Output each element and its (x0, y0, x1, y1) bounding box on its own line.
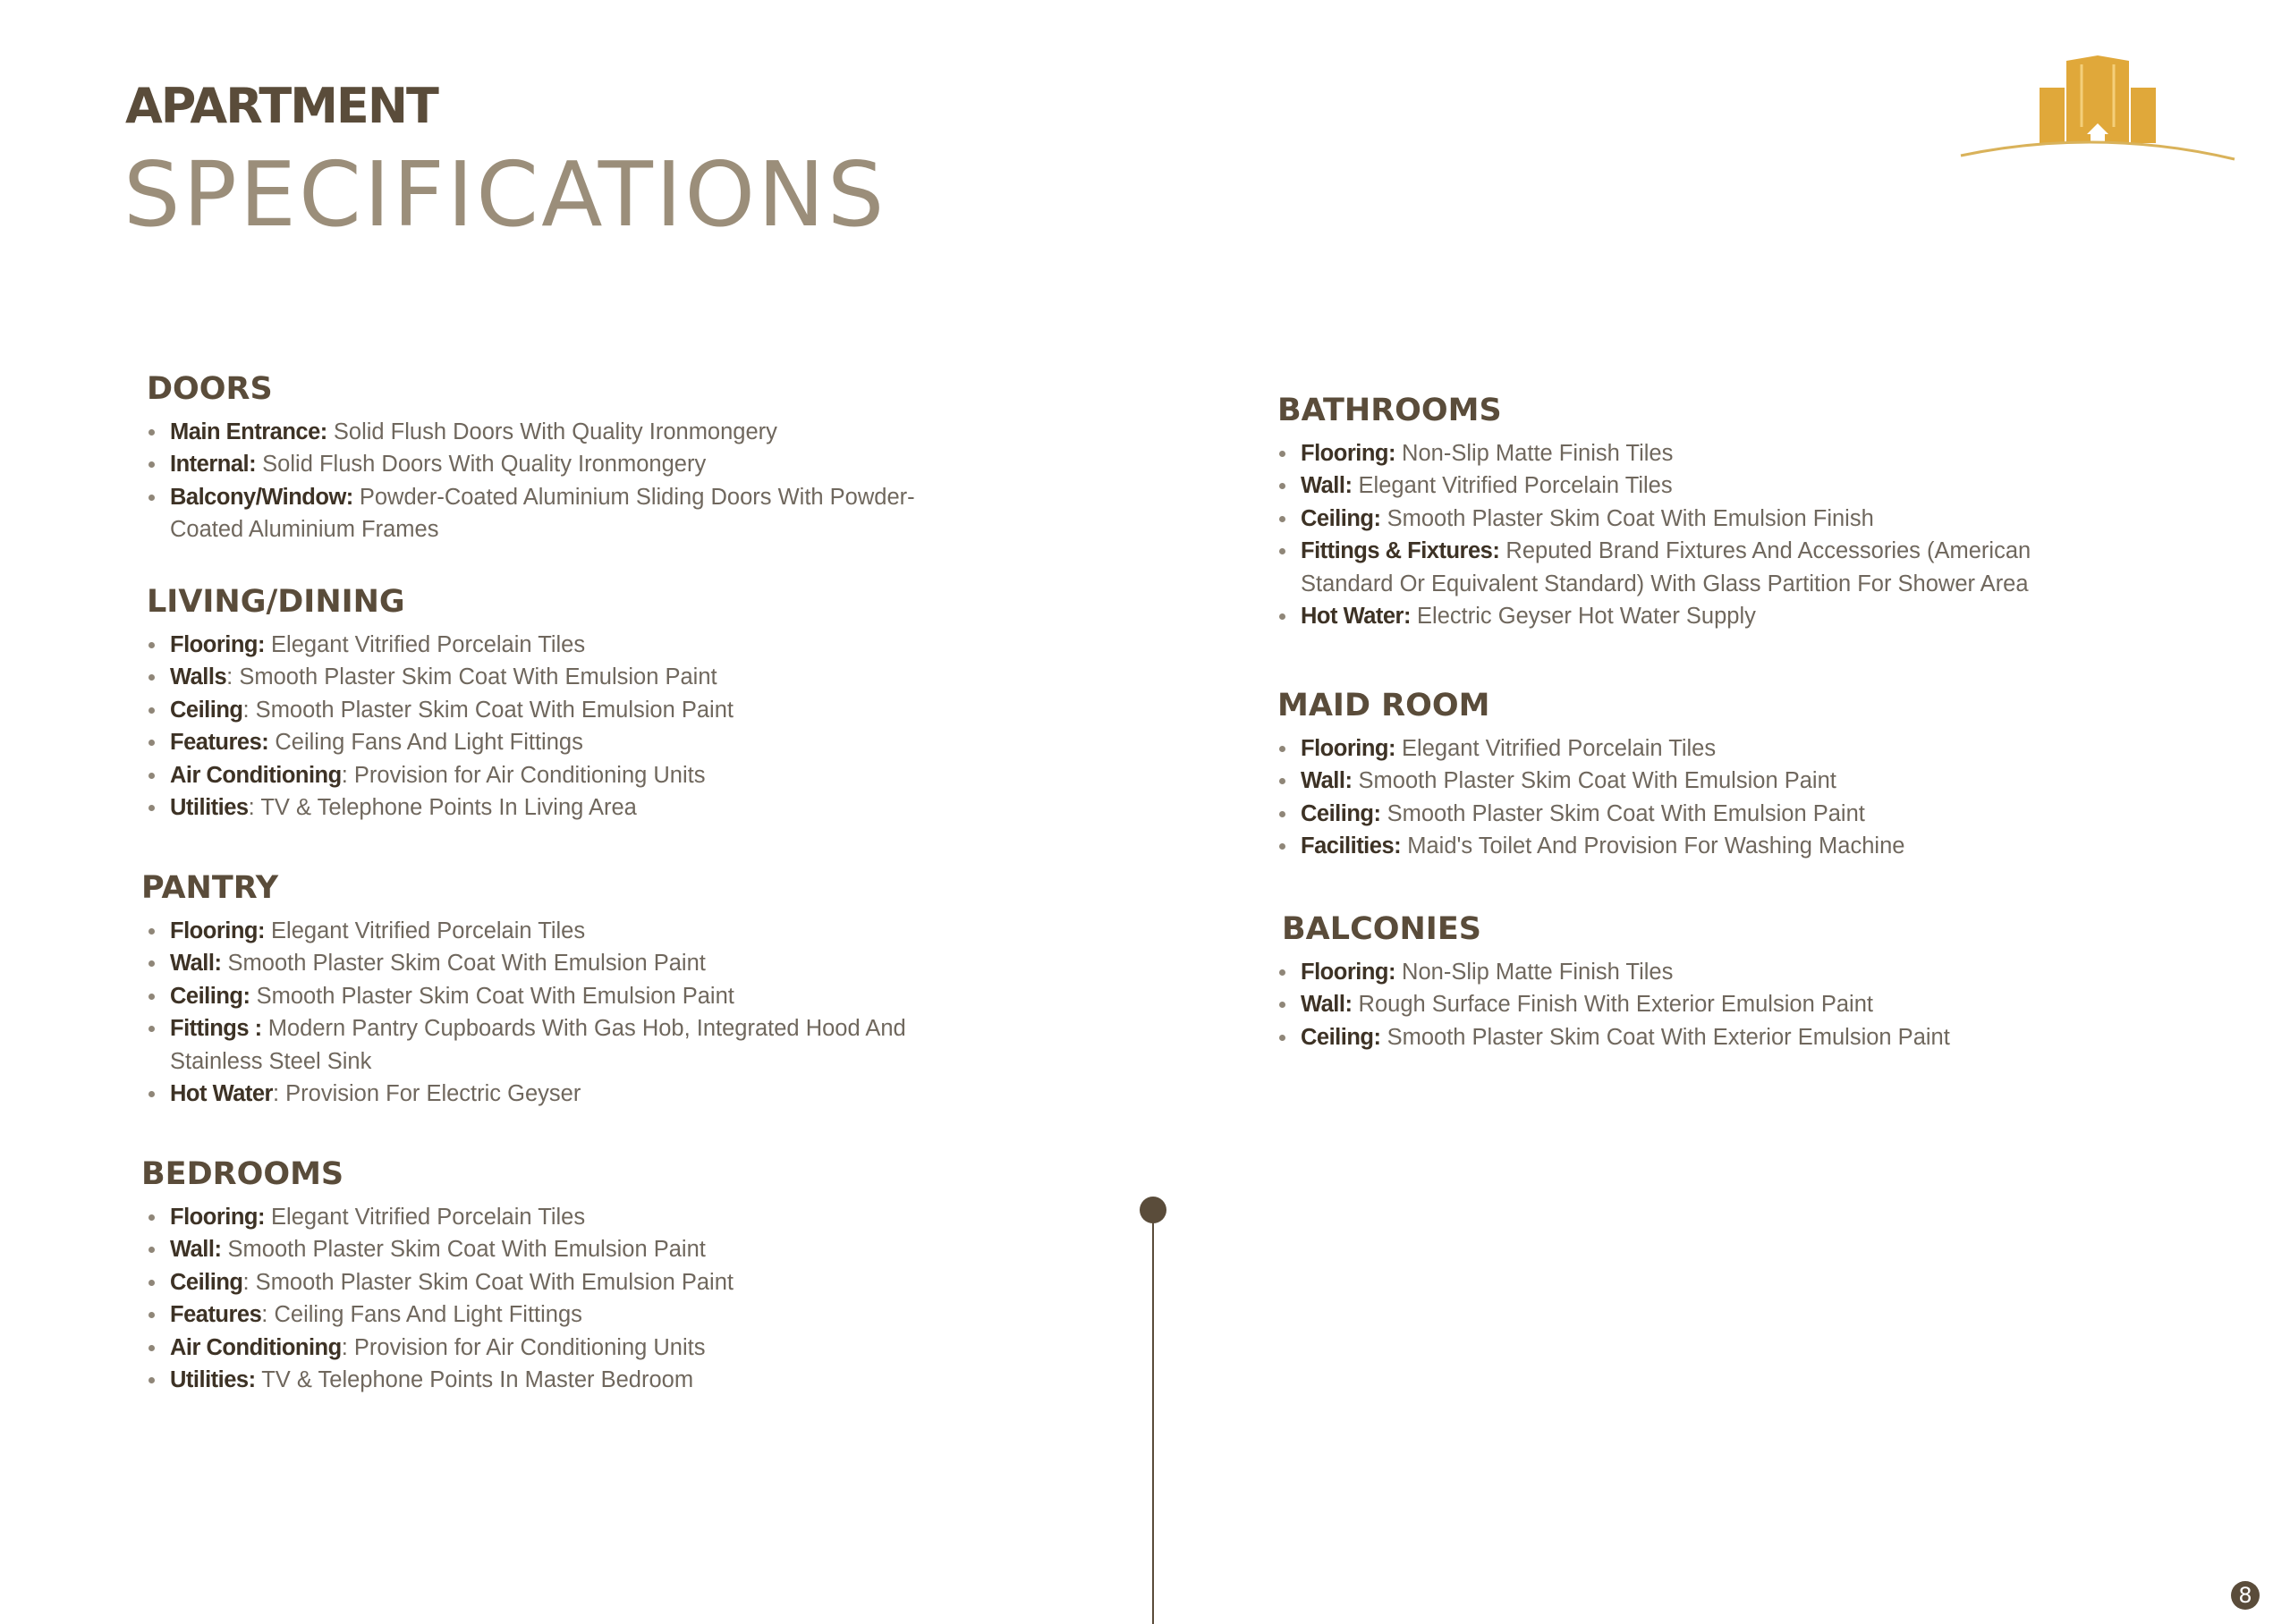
spec-value: Smooth Plaster Skim Coat With Emulsion Finish (1380, 505, 1874, 531)
list-item (147, 481, 952, 546)
section-doors (147, 372, 952, 546)
section-heading: LIVING/DINING (147, 584, 405, 620)
spec-list (147, 915, 946, 1111)
list-item (1277, 437, 2065, 470)
spec-value: Solid Flush Doors With Quality Ironmongery (327, 419, 777, 444)
spec-label: Facilities: (1301, 833, 1402, 859)
spec-label: Ceiling: (1301, 1024, 1381, 1050)
list-item (1277, 765, 2065, 798)
spec-label: Features: (170, 730, 269, 755)
list-item (1277, 503, 2065, 536)
section-pantry (141, 871, 946, 1111)
list-item (1277, 732, 2065, 765)
spec-value: Smooth Plaster Skim Coat With Emulsion Paint (250, 983, 734, 1009)
list-item (147, 947, 946, 980)
list-item (147, 629, 952, 662)
spec-list (1277, 437, 2065, 633)
page-title-top: APARTMENT (125, 78, 437, 134)
list-item (147, 1266, 946, 1299)
spec-label: Wall: (1301, 473, 1353, 498)
list-item (147, 1364, 946, 1397)
list-item (147, 1012, 946, 1078)
spec-value: Elegant Vitrified Porcelain Tiles (264, 1204, 586, 1230)
divider-line (1152, 1209, 1154, 1624)
list-item (1277, 1021, 2069, 1054)
spec-value: TV & Telephone Points In Master Bedroom (255, 1367, 694, 1392)
spec-label: Wall: (1301, 768, 1353, 793)
list-item (1277, 956, 2069, 989)
spec-value: Modern Pantry Cupboards With Gas Hob, Integrated Hood And Stainless Steel Sink (170, 1016, 906, 1074)
spec-label: Ceiling (170, 697, 243, 723)
section-bathrooms (1277, 393, 2065, 633)
spec-label: Utilities: (170, 1367, 256, 1392)
spec-label: Air Conditioning (170, 1334, 342, 1360)
spec-value: Smooth Plaster Skim Coat With Emulsion Paint (221, 951, 706, 976)
spec-value: Ceiling Fans And Light Fittings (268, 730, 583, 755)
spec-label: Flooring: (1301, 735, 1395, 761)
spec-list (1277, 956, 2069, 1054)
spec-value: Reputed Brand Fixtures And Accessories (American Standard Or Equivalent Standard) With Glass Partition For Shower Area (1301, 538, 2031, 596)
spec-label: Balcony/Window: (170, 484, 353, 510)
list-item (147, 980, 946, 1013)
section-heading: BALCONIES (1282, 911, 1481, 947)
spec-value: : Smooth Plaster Skim Coat With Emulsion Paint (242, 697, 734, 723)
spec-value: Solid Flush Doors With Quality Ironmongery (256, 452, 707, 477)
spec-label: Flooring: (1301, 440, 1395, 466)
spec-value: Rough Surface Finish With Exterior Emulsion Paint (1352, 992, 1873, 1017)
section-bedrooms (141, 1157, 946, 1397)
spec-list (147, 1201, 946, 1397)
spec-value: Smooth Plaster Skim Coat With Emulsion Paint (221, 1237, 706, 1262)
list-item (147, 759, 952, 792)
list-item (147, 448, 952, 481)
spec-label: Flooring: (170, 1204, 265, 1230)
spec-label: Flooring: (1301, 959, 1395, 985)
spec-label: Air Conditioning (170, 762, 342, 788)
spec-value: Elegant Vitrified Porcelain Tiles (264, 631, 586, 657)
list-item (147, 1078, 946, 1111)
spec-list (147, 629, 952, 825)
spec-value: Smooth Plaster Skim Coat With Emulsion Paint (1352, 768, 1836, 793)
spec-label: Utilities (170, 795, 249, 820)
spec-value: : TV & Telephone Points In Living Area (248, 795, 637, 820)
spec-value: Elegant Vitrified Porcelain Tiles (1352, 473, 1673, 498)
section-heading: BEDROOMS (141, 1156, 344, 1192)
list-item (147, 416, 952, 449)
list-item (147, 1332, 946, 1365)
spec-value: Powder-Coated Aluminium Sliding Doors With Powder-Coated Aluminium Frames (170, 484, 915, 542)
spec-label: Wall: (170, 951, 222, 976)
section-heading: MAID ROOM (1277, 688, 1490, 723)
spec-value: : Smooth Plaster Skim Coat With Emulsion Paint (242, 1269, 734, 1295)
spec-label: Walls (170, 664, 227, 689)
spec-label: Ceiling: (1301, 505, 1381, 531)
list-item (147, 661, 952, 694)
spec-list (147, 416, 952, 546)
spec-label: Flooring: (170, 918, 265, 943)
list-item (1277, 469, 2065, 503)
section-maid-room (1277, 689, 2065, 863)
section-heading: BATHROOMS (1277, 393, 1502, 428)
spec-value: Non-Slip Matte Finish Tiles (1395, 959, 1674, 985)
spec-label: Internal: (170, 452, 257, 477)
spec-label: Fittings : (170, 1016, 262, 1041)
spec-label: Wall: (1301, 992, 1353, 1017)
spec-label: Ceiling: (170, 983, 250, 1009)
spec-value: Maid's Toilet And Provision For Washing Machine (1401, 833, 1905, 859)
spec-value: : Provision For Electric Geyser (272, 1081, 581, 1106)
list-item (1277, 798, 2065, 831)
spec-label: Ceiling: (1301, 800, 1381, 826)
spec-label: Wall: (170, 1237, 222, 1262)
section-heading: DOORS (147, 371, 273, 407)
list-item (147, 915, 946, 948)
spec-value: Elegant Vitrified Porcelain Tiles (1395, 735, 1717, 761)
list-item (147, 1201, 946, 1234)
spec-label: Features (170, 1302, 262, 1327)
list-item (147, 726, 952, 759)
section-heading: PANTRY (141, 870, 279, 906)
page-title: SPECIFICATIONS (123, 142, 887, 247)
list-item (147, 791, 952, 825)
page-number: 8 (2231, 1581, 2260, 1610)
list-item (1277, 830, 2065, 863)
spec-value: : Ceiling Fans And Light Fittings (261, 1302, 582, 1327)
list-item (147, 1298, 946, 1332)
spec-label: Hot Water (170, 1081, 273, 1106)
spec-value: Smooth Plaster Skim Coat With Exterior Emulsion Paint (1380, 1024, 1950, 1050)
spec-value: Electric Geyser Hot Water Supply (1410, 604, 1756, 629)
section-balconies (1282, 912, 2069, 1053)
section-living-dining (147, 585, 952, 825)
spec-label: Ceiling (170, 1269, 243, 1295)
spec-label: Main Entrance: (170, 419, 327, 444)
building-logo-icon (1959, 55, 2236, 167)
spec-value: Elegant Vitrified Porcelain Tiles (264, 918, 586, 943)
spec-value: : Smooth Plaster Skim Coat With Emulsion Paint (226, 664, 717, 689)
spec-value: Non-Slip Matte Finish Tiles (1395, 440, 1674, 466)
spec-list (1277, 732, 2065, 863)
list-item (1277, 600, 2065, 633)
list-item (1277, 988, 2069, 1021)
spec-label: Fittings & Fixtures: (1301, 538, 1500, 563)
spec-label: Flooring: (170, 631, 265, 657)
spec-value: : Provision for Air Conditioning Units (341, 1334, 706, 1360)
list-item (1277, 535, 2065, 600)
spec-label: Hot Water: (1301, 604, 1411, 629)
list-item (147, 694, 952, 727)
spec-value: : Provision for Air Conditioning Units (341, 762, 706, 788)
spec-value: Smooth Plaster Skim Coat With Emulsion Paint (1380, 800, 1865, 826)
list-item (147, 1233, 946, 1266)
